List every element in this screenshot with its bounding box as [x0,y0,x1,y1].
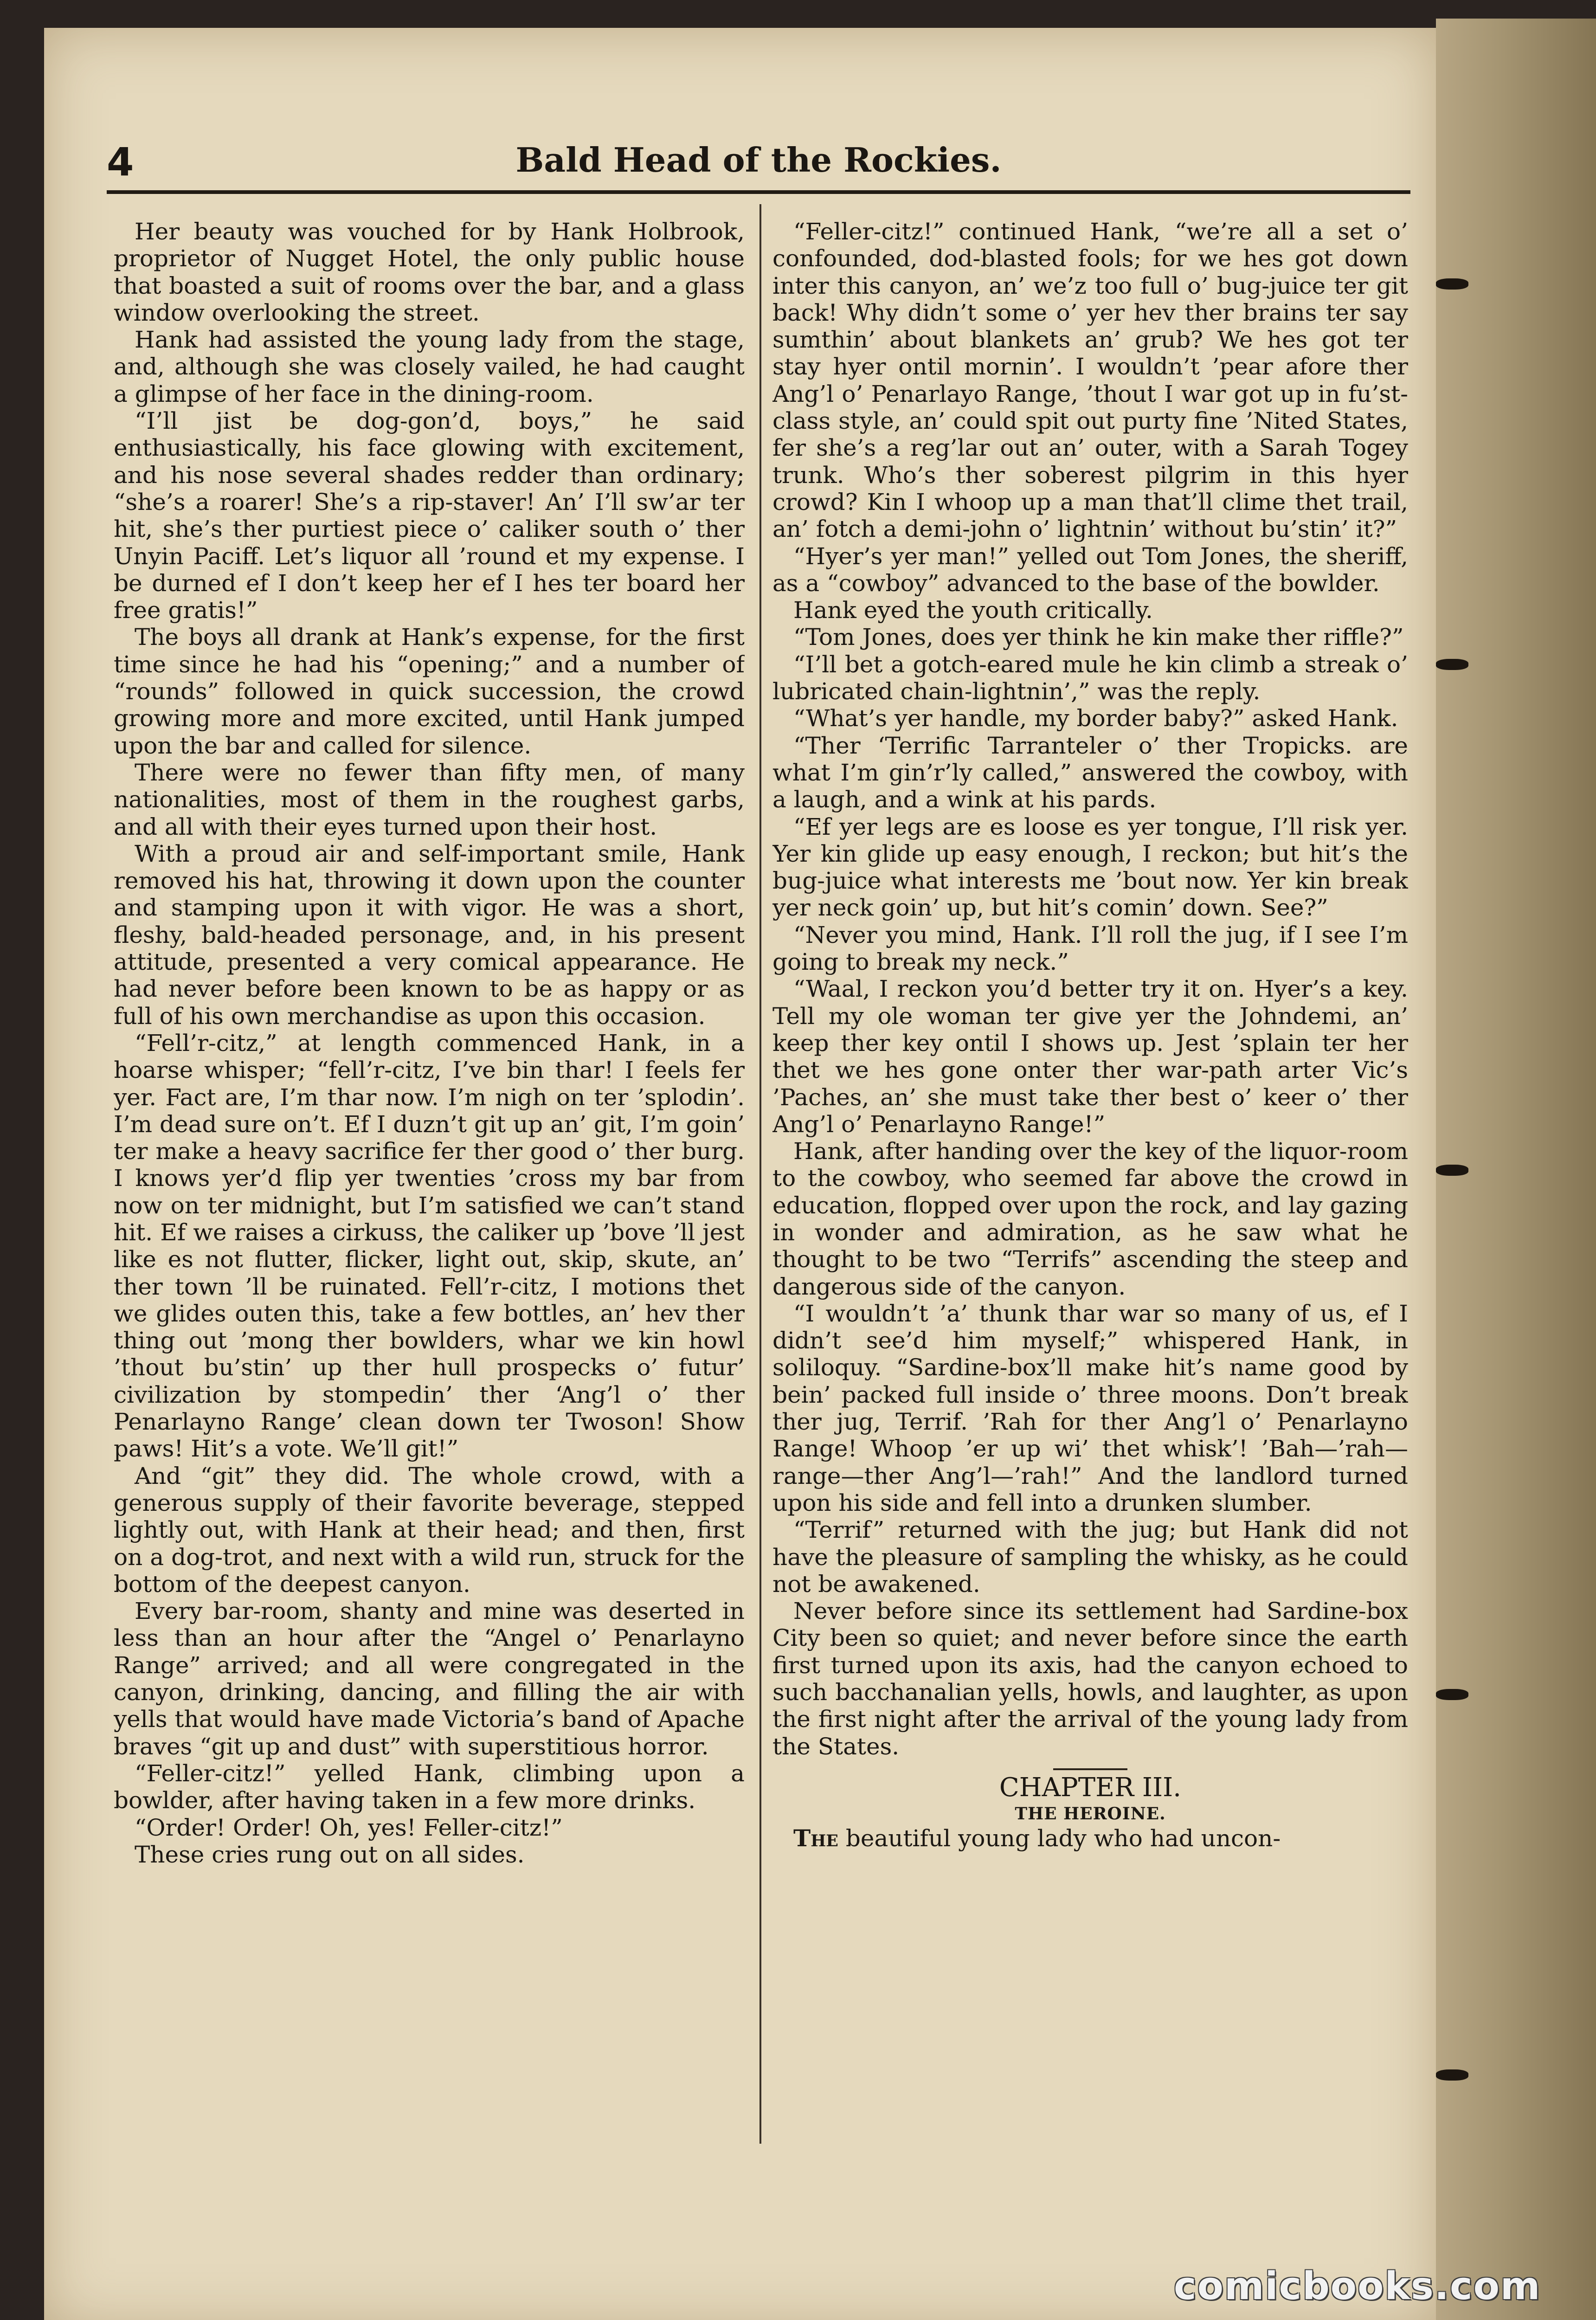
paragraph: “Ther ‘Terrific Tarranteler o’ ther Tropicks. are what I’m gin’r’ly called,” answered the cowboy, with a laugh, and a wink at his pards. [772,732,1408,813]
first-line-text: beautiful young lady who had uncon- [838,1824,1281,1852]
paragraph: “Terrif” returned with the jug; but Hank did not have the pleasure of sampling the whisky, as he could not be awakened. [772,1516,1408,1598]
binding-hole [1436,659,1468,670]
paragraph: “Order! Order! Oh, yes! Feller-citz!” [135,1814,563,1841]
binding-hole [1436,1689,1468,1700]
paragraph: Hank, after handing over the key of the liquor-room to the cowboy, who seemed far above the crowd in education, flopped over upon the rock, and lay gazing in wonder and admiration, as he saw what he thought to be two “Terrifs” ascending the steep and dangerous side of the canyon. [772,1138,1408,1300]
paragraph: Hank eyed the youth critically. [793,597,1153,624]
paragraph: “I’ll jist be dog-gon’d, boys,” he said enthusiastically, his face glowing with excitement, and his nose several shades redder than ordinary; “she’s a roarer! She’s a rip-staver! An’ I’ll sw’ar ter hit, she’s ther purtiest piece o’ caliker south o’ ther Unyin Paciff. Let’s liquor all ’round et my expense. I be durned ef I don’t keep her ef I hes ter board her free gratis!” [114,407,745,624]
paragraph: And “git” they did. The whole crowd, with a generous supply of their favorite beverage, stepped lightly out, with Hank at their head; and then, first on a dog-trot, and next with a wild run, struck for the bottom of the deepest canyon. [114,1462,745,1598]
page-number: 4 [107,139,134,185]
paragraph: “Ef yer legs are es loose es yer tongue, I’ll risk yer. Yer kin glide up easy enough, I reckon; but hit’s the bug-juice what interests me ’bout now. Yer kin break yer neck goin’ up, but hit’s comin’ down. See?” [772,813,1408,922]
paragraph: “What’s yer handle, my border baby?” asked Hank. [793,705,1398,732]
chapter-subtitle: THE HEROINE. [1015,1804,1166,1824]
paragraph: “Feller-citz!” yelled Hank, climbing upon a bowlder, after having taken in a few more drinks. [114,1759,745,1814]
paragraph: Her beauty was vouched for by Hank Holbrook, proprietor of Nugget Hotel, the only public house that boasted a suit of rooms over the bar, and a glass window overlooking the street. [114,218,745,326]
paragraph: These cries rung out on all sides. [135,1841,525,1868]
paragraph: “Waal, I reckon you’d better try it on. Hyer’s a key. Tell my ole woman ter give yer the Johndemi, an’ keep ther key ontil I shows up. Jest ’splain ter her thet we hes gone onter ther war-path arter Vic’s ’Paches, an’ she must take ther best o’ keer o’ ther Ang’l o’ Penarlayno Range!” [772,975,1408,1138]
paragraph: Never before since its settlement had Sardine-box City been so quiet; and never before since the earth first turned upon its axis, had the canyon echoed to such bacchanalian yells, howls, and laughter, as upon the first night after the arrival of the young lady from the States. [772,1598,1408,1760]
binding-hole [1436,2069,1468,2081]
paragraph: “I wouldn’t ’a’ thunk thar war so many of us, ef I didn’t see’d him myself;” whispered Hank, in soliloquy. “Sardine-box’ll make hit’s name good by bein’ packed full inside o’ three moons. Don’t break ther jug, Terrif. ’Rah for ther Ang’l o’ Penarlayno Range! Whoop ’er up wi’ thet whisk’! ’Bah—’rah—range—ther Ang’l—’rah!” And the landlord turned upon his side and fell into a drunken slumber. [772,1300,1408,1516]
paragraph: “Never you mind, Hank. I’ll roll the jug, if I see I’m going to break my neck.” [772,921,1408,976]
right-column [772,218,1408,2158]
paragraph: “Feller-citz!” continued Hank, “we’re all a set o’ confounded, dod-blasted fools; for we hes got down inter this canyon, an’ we’z too full o’ bug-juice ter git back! Why didn’t some o’ yer hev ther brains ter say sumthin’ about blankets an’ grub? We hes got ter stay hyer ontil mornin’. I wouldn’t ’pear afore ther Ang’l o’ Penarlayo Range, ’thout I war got up in fu’st-class style, an’ could spit out purty fine ’Nited States, fer she’s a reg’lar out an’ outer, with a Sarah Togey trunk. Who’s ther soberest pilgrim in this hyer crowd? Kin I whoop up a man that’ll clime thet trail, an’ fotch a demi-john o’ lightnin’ without bu’stin’ it?” [772,218,1408,543]
paragraph: The boys all drank at Hank’s expense, for the first time since he had his “opening;” and a number of “rounds” followed in quick succession, the crowd growing more and more excited, until Hank jumped upon the bar and called for silence. [114,624,745,759]
chapter-rule [1053,1768,1127,1770]
page-title: Bald Head of the Rockies. [515,140,1002,180]
drop-word: The [793,1824,838,1852]
paragraph: Hank had assisted the young lady from the stage, and, although she was closely vailed, he had caught a glimpse of her face in the dining-room. [114,326,745,407]
left-column [114,218,745,2158]
binding-hole [1436,1165,1468,1176]
watermark-text: comicbooks.com [1174,2264,1541,2308]
paragraph: “Hyer’s yer man!” yelled out Tom Jones, the sheriff, as a “cowboy” advanced to the base of the bowlder. [772,542,1408,597]
chapter-first-line [772,1825,1408,1852]
paragraph: Every bar-room, shanty and mine was deserted in less than an hour after the “Angel o’ Penarlayno Range” arrived; and all were congregated in the canyon, drinking, dancing, and filling the air with yells that would have made Victoria’s band of Apache braves “git up and dust” with superstitious horror. [114,1598,745,1760]
paragraph: “Fell’r-citz,” at length commenced Hank, in a hoarse whisper; “fell’r-citz, I’ve bin thar! I feels fer yer. Fact are, I’m thar now. I’m nigh on ter ’splodin’. I’m dead sure on’t. Ef I duzn’t git up an’ git, I’m goin’ ter make a heavy sacrifice fer ther good o’ ther burg. I knows yer’d flip yer twenties ’cross my bar from now on ter midnight, but I’m satisfied we can’t stand hit. Ef we raises a cirkuss, the caliker up ’bove ’ll jest like es not flutter, flicker, light out, skip, skute, an’ ther town ’ll be ruinated. Fell’r-citz, I motions thet we glides outen this, take a few bottles, an’ hev ther thing out ’mong ther bowlders, whar we kin howl ’thout bu’stin’ up ther hull prospecks o’ futur’ civilization by stompedin’ ther ‘Ang’l o’ ther Penarlayno Range’ clean down ter Twoson! Show paws! Hit’s a vote. We’ll git!” [114,1029,745,1463]
column-divider [759,204,761,2144]
paragraph: With a proud air and self-important smile, Hank removed his hat, throwing it down upon the counter and stamping upon it with vigor. He was a short, fleshy, bald-headed personage, and, in his present attitude, presented a very comical appearance. He had never before been known to be as happy or as full of his own merchandise as upon this occasion. [114,840,745,1030]
binding-spine [1436,19,1596,2320]
page-header [107,135,1410,190]
chapter-heading: CHAPTER III. [999,1772,1182,1803]
binding-hole [1436,278,1468,290]
paragraph: “I’ll bet a gotch-eared mule he kin climb a streak o’ lubricated chain-lightnin’,” was the reply. [772,651,1408,705]
header-rule [107,190,1410,194]
paragraph: There were no fewer than fifty men, of many nationalities, most of them in the roughest garbs, and all with their eyes turned upon their host. [114,759,745,840]
paragraph: “Tom Jones, does yer think he kin make ther riffle?” [793,624,1404,651]
